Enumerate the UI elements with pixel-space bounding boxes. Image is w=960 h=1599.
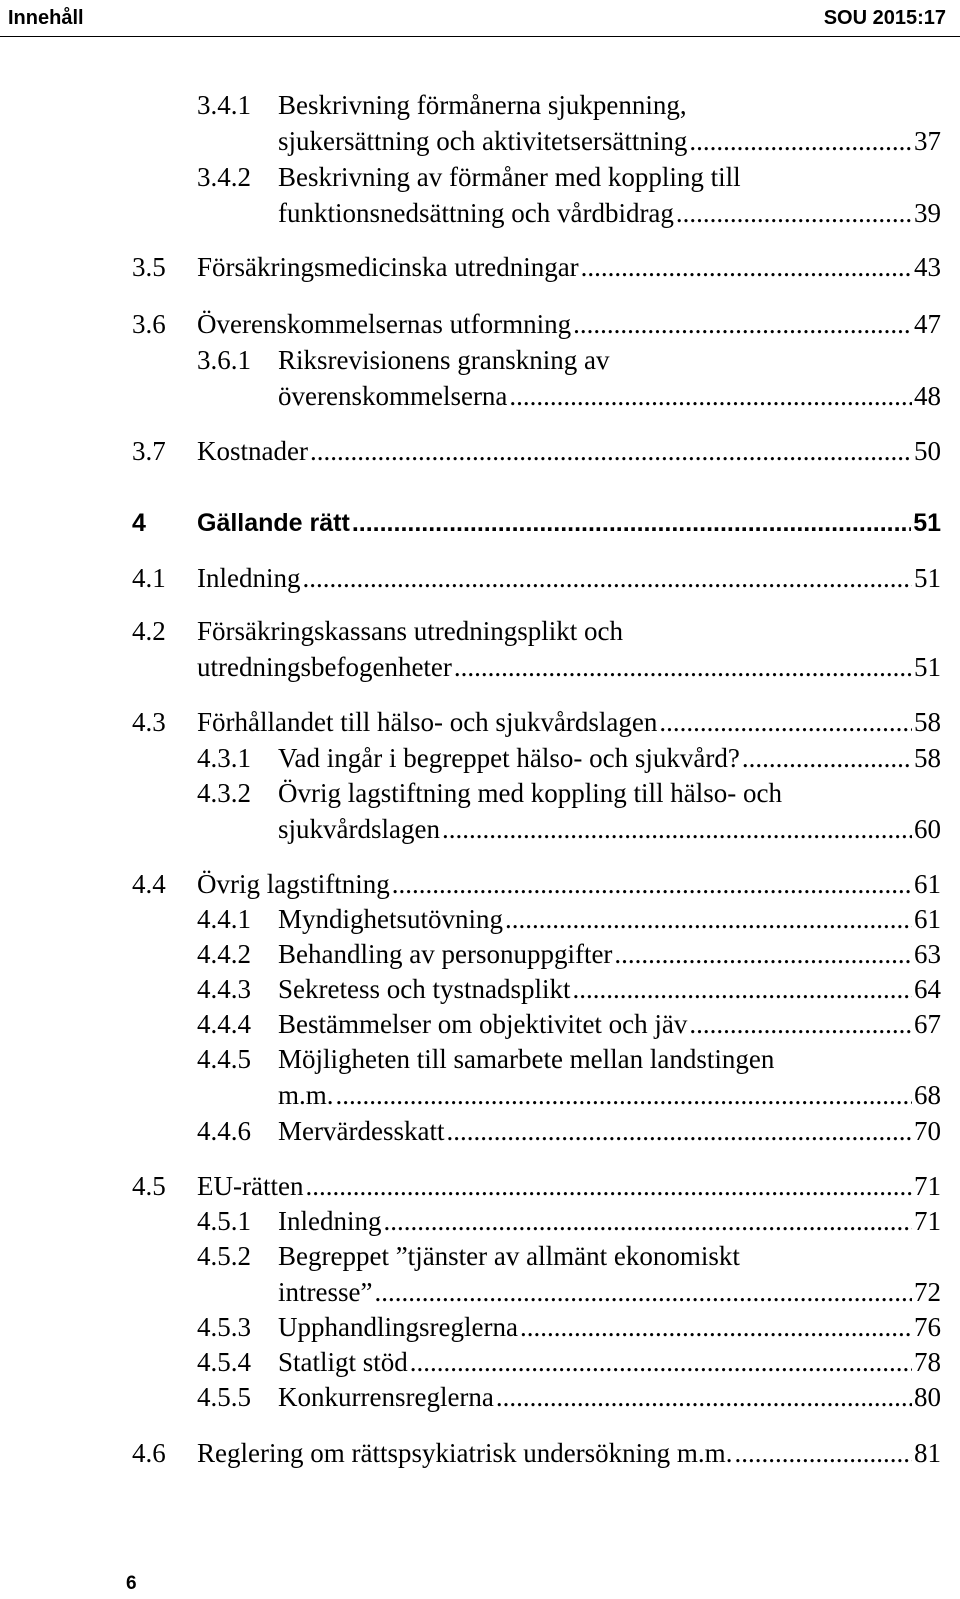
toc-entry-number: 3.4.1 (197, 90, 251, 120)
toc-entry-number: 4.1 (132, 563, 166, 593)
toc-entry[interactable] (0, 776, 960, 810)
toc-entry[interactable] (0, 160, 960, 194)
toc-entry[interactable] (0, 902, 960, 936)
toc-entry-page: 63 (914, 939, 941, 969)
toc-entry[interactable] (0, 506, 960, 540)
toc-entry-title: Inledning (197, 563, 301, 593)
toc-entry-number: 4.5 (132, 1171, 166, 1201)
dot-leader (310, 434, 912, 468)
toc-entry-number: 4.4.2 (197, 939, 251, 969)
toc-entry-number: 3.4.2 (197, 162, 251, 192)
toc-entry[interactable] (0, 379, 960, 413)
toc-entry-page: 47 (914, 309, 941, 339)
dot-leader (581, 250, 912, 284)
dot-leader (442, 812, 912, 846)
dot-leader (509, 379, 912, 413)
dot-leader (659, 705, 912, 739)
toc-entry-title: EU-rätten (197, 1171, 304, 1201)
toc-entry-page: 80 (914, 1382, 941, 1412)
toc-entry-title: sjukersättning och aktivitetsersättning (278, 126, 688, 156)
toc-entry-page: 58 (914, 743, 941, 773)
dot-leader (305, 1169, 912, 1203)
toc-entry-number: 3.6 (132, 309, 166, 339)
toc-entry-title: sjukvårdslagen (278, 814, 440, 844)
toc-entry-title: Överenskommelsernas utformning (197, 309, 572, 339)
toc-entry[interactable] (0, 705, 960, 739)
toc-entry[interactable] (0, 124, 960, 158)
toc-entry-number: 4 (132, 509, 146, 537)
toc-entry-title: Inledning (278, 1206, 382, 1236)
toc-entry-number: 3.5 (132, 252, 166, 282)
dot-leader (496, 1380, 912, 1414)
toc-entry-page: 71 (914, 1171, 941, 1201)
dot-leader (689, 1007, 912, 1041)
toc-entry-page: 51 (914, 652, 941, 682)
dot-leader (573, 307, 912, 341)
toc-entry-title: Riksrevisionens granskning av (278, 345, 610, 375)
toc-entry-page: 72 (914, 1277, 941, 1307)
toc-entry-number: 4.5.3 (197, 1312, 251, 1342)
toc-entry-title: Möjligheten till samarbete mellan landstingen (278, 1044, 775, 1074)
toc-entry-title: Begreppet ”tjänster av allmänt ekonomiskt (278, 1241, 740, 1271)
toc-entry-number: 4.3.1 (197, 743, 251, 773)
toc-entry-title: överenskommelserna (278, 381, 508, 411)
toc-entry-number: 4.5.5 (197, 1382, 251, 1412)
toc-entry-number: 4.5.1 (197, 1206, 251, 1236)
dot-leader (676, 196, 912, 230)
toc-entry-number: 4.4.5 (197, 1044, 251, 1074)
dot-leader (689, 124, 912, 158)
toc-entry[interactable] (0, 196, 960, 230)
dot-leader (742, 741, 912, 775)
toc-entry-page: 68 (914, 1080, 941, 1110)
toc-entry-title: Upphandlingsreglerna (278, 1312, 518, 1342)
header-section-title: Innehåll (8, 7, 84, 29)
toc-entry-page: 61 (914, 869, 941, 899)
toc-entry-page: 48 (914, 381, 941, 411)
toc-entry-page: 58 (914, 707, 941, 737)
toc-entry-title: Övrig lagstiftning (197, 869, 390, 899)
toc-entry-page: 78 (914, 1347, 941, 1377)
toc-entry-title: Försäkringskassans utredningsplikt och (197, 616, 623, 646)
page-number: 6 (126, 1573, 137, 1594)
toc-entry[interactable] (0, 1007, 960, 1041)
toc-entry-title: m.m. (278, 1080, 334, 1110)
toc-entry-number: 4.4.4 (197, 1009, 251, 1039)
toc-entry-number: 4.6 (132, 1438, 166, 1468)
dot-leader (383, 1204, 912, 1238)
toc-entry[interactable] (0, 1042, 960, 1076)
toc-entry[interactable] (0, 867, 960, 901)
toc-entry-number: 4.4.1 (197, 904, 251, 934)
toc-entry-number: 4.4.3 (197, 974, 251, 1004)
toc-entry-page: 76 (914, 1312, 941, 1342)
toc-entry-title: Statligt stöd (278, 1347, 408, 1377)
toc-entry-title: Försäkringsmedicinska utredningar (197, 252, 579, 282)
toc-entry[interactable] (0, 972, 960, 1006)
dot-leader (734, 1436, 912, 1470)
toc-entry-title: Behandling av personuppgifter (278, 939, 613, 969)
dot-leader (505, 902, 912, 936)
toc-entry[interactable] (0, 1436, 960, 1470)
toc-entry-title: Reglering om rättspsykiatrisk undersökning m.m. (197, 1438, 733, 1468)
dot-leader (572, 972, 912, 1006)
toc-entry[interactable] (0, 614, 960, 648)
toc-entry-title: Förhållandet till hälso- och sjukvårdslagen (197, 707, 658, 737)
toc-entry[interactable] (0, 307, 960, 341)
toc-entry-page: 60 (914, 814, 941, 844)
toc-entry-page: 67 (914, 1009, 941, 1039)
toc-entry[interactable] (0, 1204, 960, 1238)
toc-entry[interactable] (0, 1239, 960, 1273)
toc-entry[interactable] (0, 1114, 960, 1148)
dot-leader (454, 650, 912, 684)
toc-entry-title: Kostnader (197, 436, 308, 466)
toc-entry-title: Mervärdesskatt (278, 1116, 445, 1146)
toc-entry-number: 4.3.2 (197, 778, 251, 808)
toc-entry-page: 37 (914, 126, 941, 156)
toc-entry-title: Konkurrensreglerna (278, 1382, 494, 1412)
toc-entry[interactable] (0, 937, 960, 971)
toc-entry-title: Sekretess och tystnadsplikt (278, 974, 571, 1004)
toc-entry[interactable] (0, 741, 960, 775)
toc-entry[interactable] (0, 1275, 960, 1309)
toc-entry[interactable] (0, 1380, 960, 1414)
toc-entry-page: 70 (914, 1116, 941, 1146)
toc-entry-page: 50 (914, 436, 941, 466)
dot-leader (410, 1345, 912, 1379)
toc-entry-page: 61 (914, 904, 941, 934)
dot-leader (392, 867, 912, 901)
toc-entry-title: Övrig lagstiftning med koppling till hälso- och (278, 778, 782, 808)
dot-leader (614, 937, 912, 971)
toc-entry-title: Beskrivning förmånerna sjukpenning, (278, 90, 687, 120)
toc-entry-number: 4.4 (132, 869, 166, 899)
toc-entry-page: 51 (914, 563, 941, 593)
toc-entry-page: 39 (914, 198, 941, 228)
toc-entry-title: utredningsbefogenheter (197, 652, 452, 682)
toc-entry-title: Myndighetsutövning (278, 904, 504, 934)
toc-entry-title: intresse” (278, 1277, 373, 1307)
dot-leader (336, 1078, 912, 1112)
toc-entry[interactable] (0, 561, 960, 595)
toc-entry-number: 3.7 (132, 436, 166, 466)
dot-leader (302, 561, 912, 595)
dot-leader (520, 1310, 912, 1344)
toc-entry-title: Gällande rätt (197, 509, 350, 537)
toc-entry[interactable] (0, 650, 960, 684)
toc-entry[interactable] (0, 1169, 960, 1203)
toc-entry-page: 43 (914, 252, 941, 282)
toc-entry-page: 71 (914, 1206, 941, 1236)
dot-leader (352, 506, 911, 540)
toc-entry-number: 4.4.6 (197, 1116, 251, 1146)
toc-entry-number: 3.6.1 (197, 345, 251, 375)
toc-entry-number: 4.2 (132, 616, 166, 646)
header-report-number: SOU 2015:17 (823, 7, 946, 29)
toc-entry-page: 81 (914, 1438, 941, 1468)
toc-entry-title: Vad ingår i begreppet hälso- och sjukvård? (278, 743, 740, 773)
dot-leader (374, 1275, 912, 1309)
toc-entry[interactable] (0, 434, 960, 468)
toc-entry-title: Beskrivning av förmåner med koppling till (278, 162, 741, 192)
toc-entry-number: 4.3 (132, 707, 166, 737)
toc-entry[interactable] (0, 343, 960, 377)
toc-entry-title: funktionsnedsättning och vårdbidrag (278, 198, 674, 228)
toc-entry[interactable] (0, 1345, 960, 1379)
toc-entry-page: 51 (913, 509, 941, 537)
dot-leader (446, 1114, 912, 1148)
toc-entry-number: 4.5.4 (197, 1347, 251, 1377)
toc-entry-title: Bestämmelser om objektivitet och jäv (278, 1009, 688, 1039)
toc-entry[interactable] (0, 812, 960, 846)
toc-entry[interactable] (0, 1078, 960, 1112)
toc-entry-number: 4.5.2 (197, 1241, 251, 1271)
toc-entry[interactable] (0, 250, 960, 284)
toc-entry-page: 64 (914, 974, 941, 1004)
toc-entry[interactable] (0, 1310, 960, 1344)
toc-entry[interactable] (0, 88, 960, 122)
